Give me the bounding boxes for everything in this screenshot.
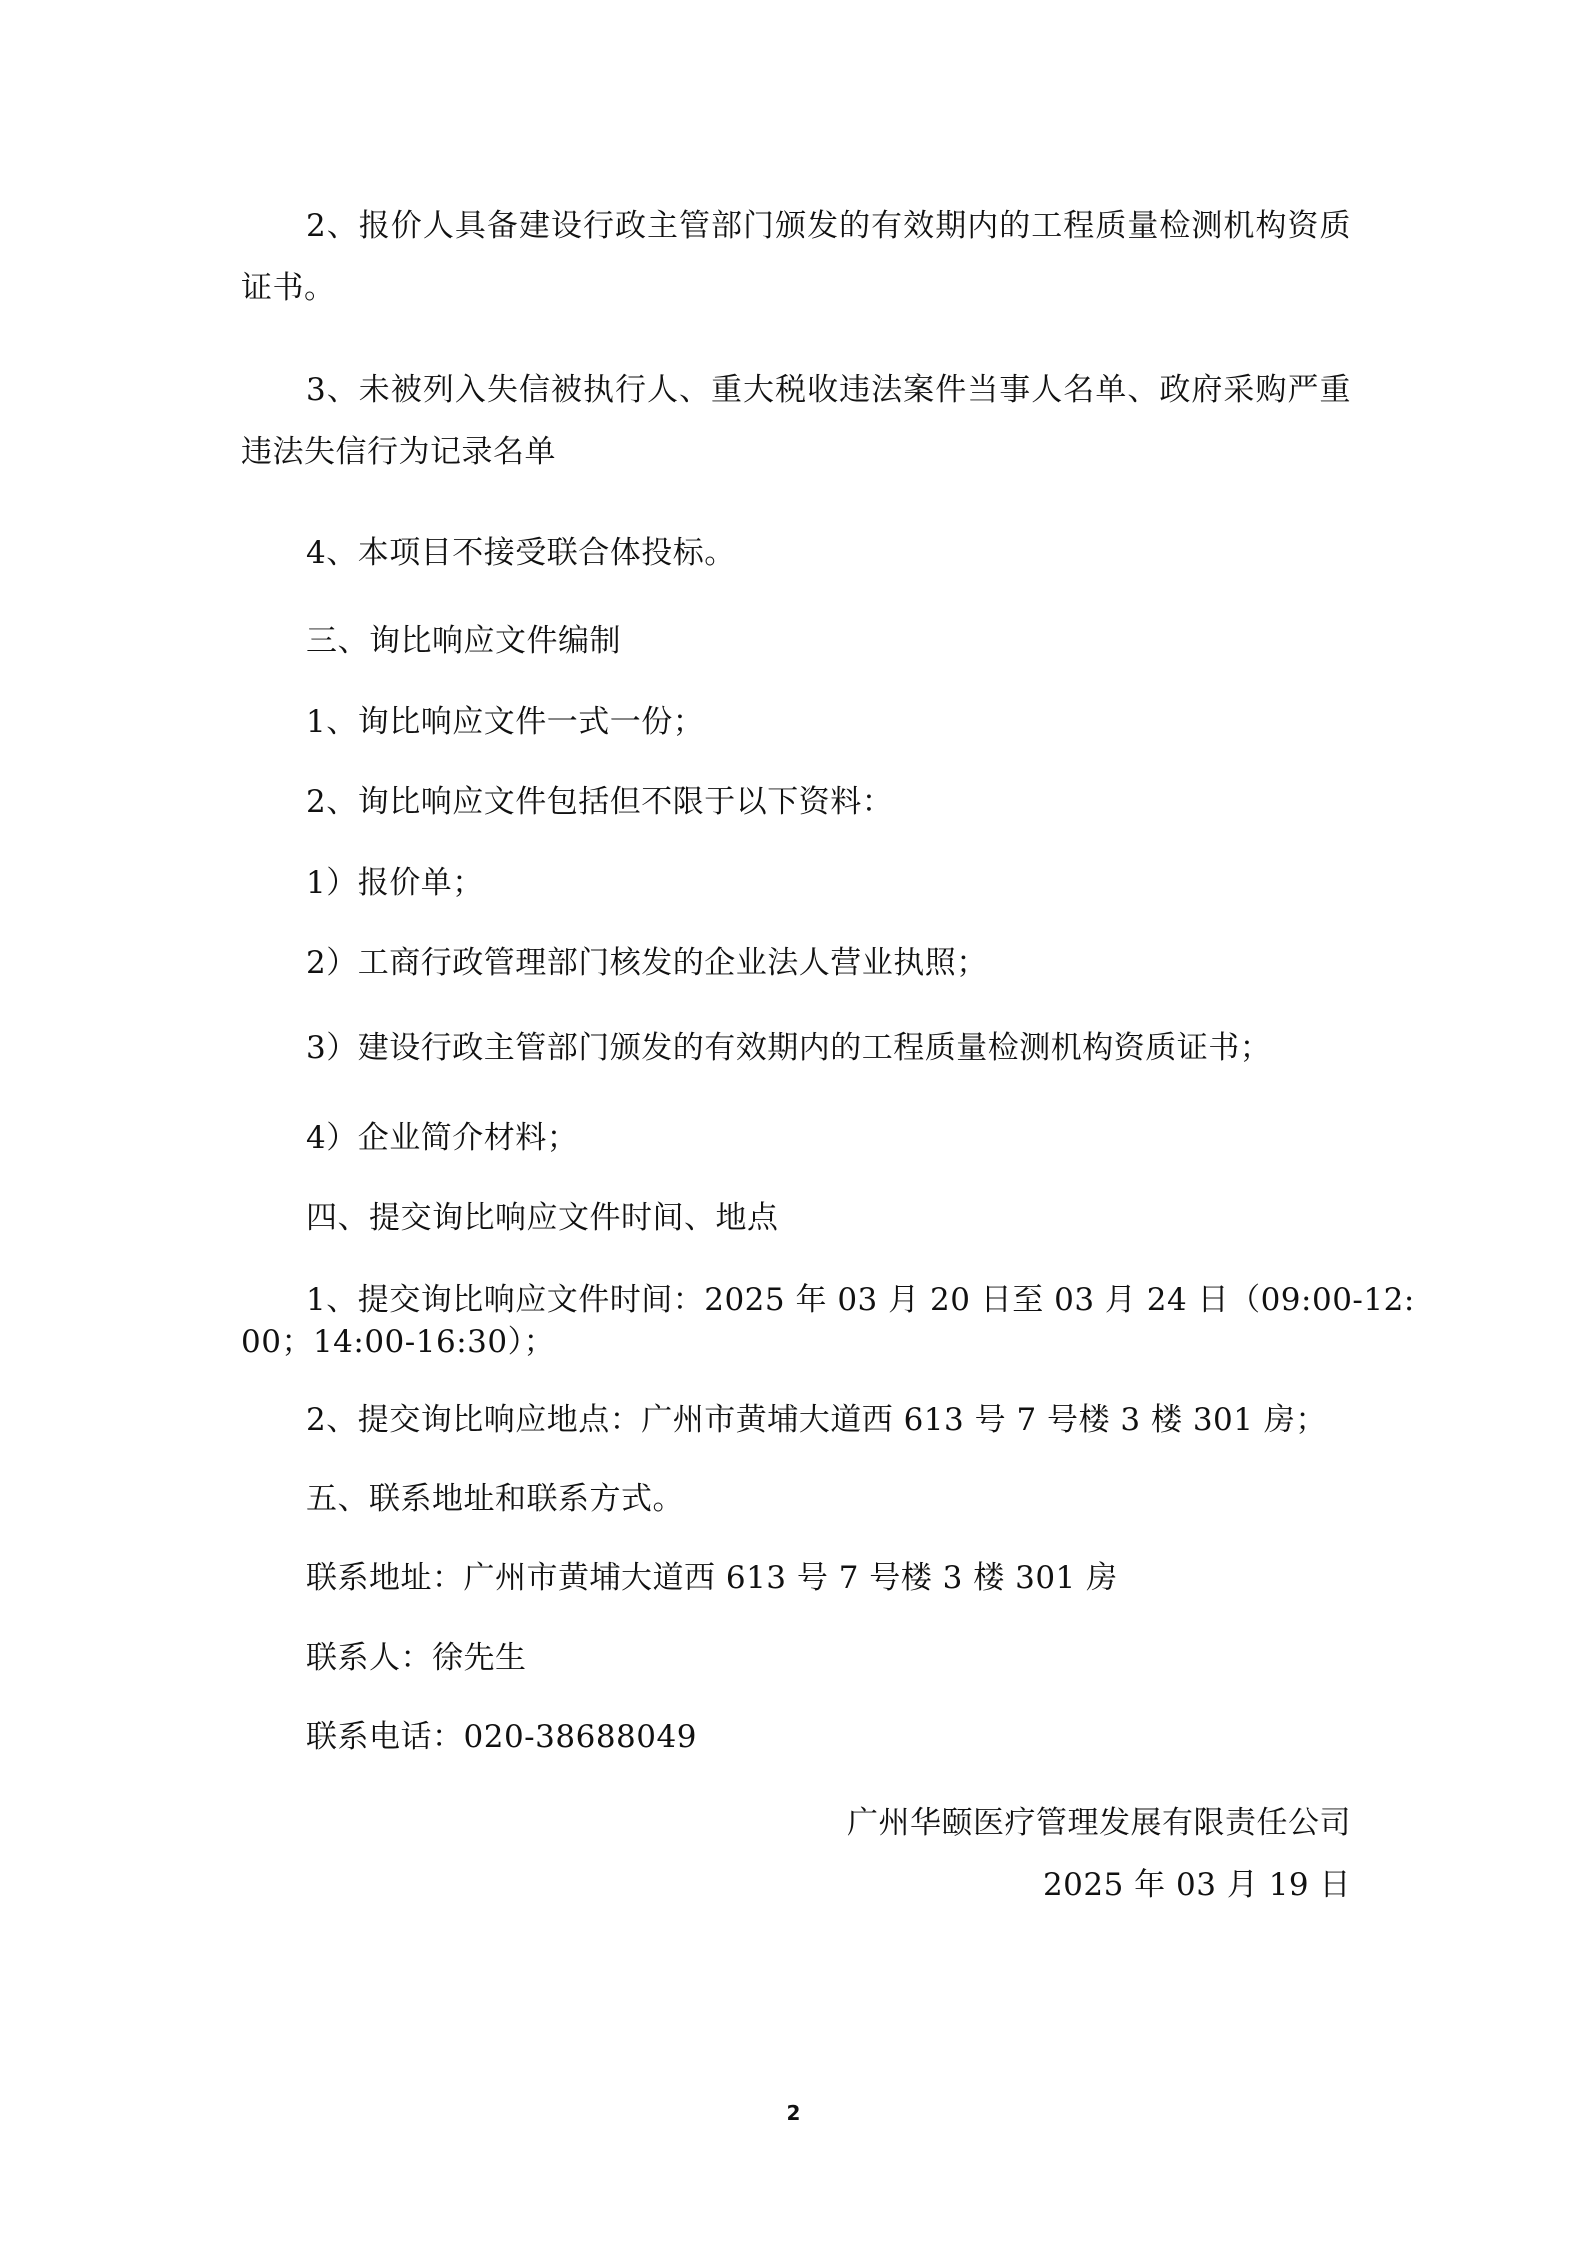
item2-line1: 2、报价人具备建设行政主管部门颁发的有效期内的工程质量检测机构资质 bbox=[306, 208, 1351, 244]
s3-item2: 2、询比响应文件包括但不限于以下资料： bbox=[306, 784, 894, 820]
s3-sub4: 4）企业简介材料； bbox=[306, 1120, 579, 1156]
s3-sub1: 1）报价单； bbox=[306, 865, 484, 901]
item3-line1: 3、未被列入失信被执行人、重大税收违法案件当事人名单、政府采购严重 bbox=[306, 372, 1351, 408]
contact-person: 联系人：徐先生 bbox=[306, 1640, 527, 1676]
s4-item1-line2: 00；14:00-16:30）； bbox=[241, 1324, 556, 1360]
item3-line2: 违法失信行为记录名单 bbox=[241, 434, 556, 470]
item2-line2: 证书。 bbox=[241, 270, 336, 306]
item4: 4、本项目不接受联合体投标。 bbox=[306, 535, 736, 571]
company-name: 广州华颐医疗管理发展有限责任公司 bbox=[847, 1805, 1351, 1841]
section5-heading: 五、联系地址和联系方式。 bbox=[306, 1481, 684, 1517]
contact-address: 联系地址：广州市黄埔大道西 613 号 7 号楼 3 楼 301 房 bbox=[306, 1560, 1118, 1596]
document-date: 2025 年 03 月 19 日 bbox=[1042, 1867, 1351, 1903]
contact-phone: 联系电话：020-38688049 bbox=[306, 1719, 697, 1755]
section4-heading: 四、提交询比响应文件时间、地点 bbox=[306, 1200, 779, 1236]
s3-sub2: 2）工商行政管理部门核发的企业法人营业执照； bbox=[306, 945, 988, 981]
s3-sub3: 3）建设行政主管部门颁发的有效期内的工程质量检测机构资质证书； bbox=[306, 1030, 1272, 1066]
section3-heading: 三、询比响应文件编制 bbox=[306, 623, 621, 659]
s4-item2: 2、提交询比响应地点：广州市黄埔大道西 613 号 7 号楼 3 楼 301 房； bbox=[306, 1402, 1327, 1438]
s3-item1: 1、询比响应文件一式一份； bbox=[306, 704, 705, 740]
page-number: 2 bbox=[786, 2101, 801, 2125]
s4-item1-line1: 1、提交询比响应文件时间：2025 年 03 月 20 日至 03 月 24 日（09:00-12: bbox=[306, 1282, 1415, 1318]
